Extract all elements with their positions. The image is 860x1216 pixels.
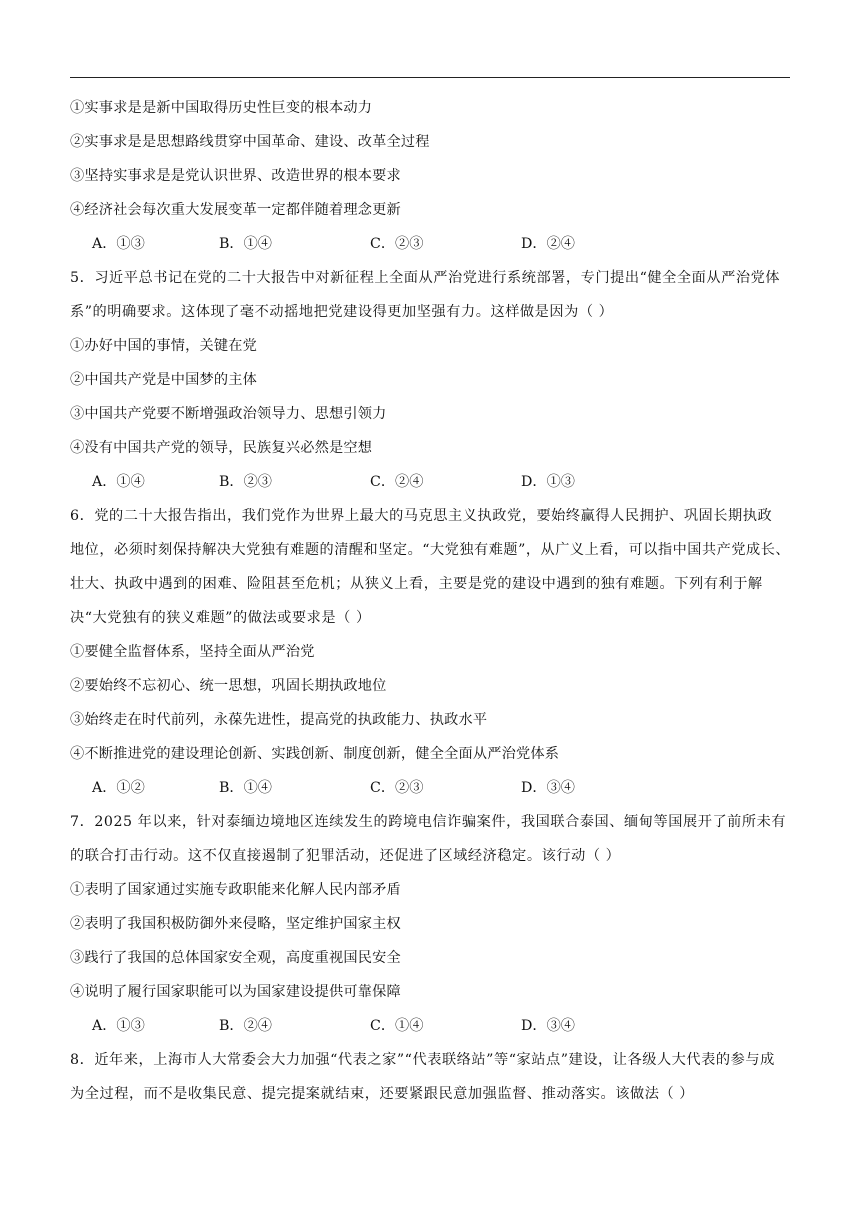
option-5-b[interactable]: B．②③: [219, 474, 272, 490]
question-7-stem-line-2: 的联合打击行动。这不仅直接遏制了犯罪活动，还促进了区域经济稳定。该行动（ ）: [70, 848, 621, 864]
option-7-a[interactable]: A．①③: [92, 1018, 145, 1034]
statement-4-1: ①实事求是是新中国取得历史性巨变的根本动力: [70, 100, 373, 116]
question-6-stem-line-3: 壮大、执政中遇到的困难、险阻甚至危机；从狭义上看，主要是党的建设中遇到的独有难题。下列有利于解: [70, 576, 763, 592]
statement-5-3: ③中国共产党要不断增强政治领导力、思想引领力: [70, 406, 387, 422]
question-5-stem-line-2: 系”的明确要求。这体现了毫不动摇地把党建设得更加坚强有力。这样做是因为（ ）: [70, 304, 614, 320]
question-6-stem-line-4: 决“大党独有的狭义难题”的做法或要求是（ ）: [70, 610, 371, 626]
option-7-d[interactable]: D．③④: [521, 1018, 575, 1034]
statement-4-2: ②实事求是是思想路线贯穿中国革命、建设、改革全过程: [70, 134, 430, 150]
statement-4-3: ③坚持实事求是是党认识世界、改造世界的根本要求: [70, 168, 401, 184]
option-5-a[interactable]: A．①④: [92, 474, 145, 490]
option-5-d[interactable]: D．①③: [521, 474, 575, 490]
option-7-b[interactable]: B．②④: [219, 1018, 272, 1034]
option-6-c[interactable]: C．②③: [370, 780, 424, 796]
option-4-c[interactable]: C．②③: [370, 236, 424, 252]
statement-5-2: ②中国共产党是中国梦的主体: [70, 372, 258, 388]
option-6-a[interactable]: A．①②: [92, 780, 145, 796]
option-4-d[interactable]: D．②④: [521, 236, 575, 252]
statement-7-4: ④说明了履行国家职能可以为国家建设提供可靠保障: [70, 984, 401, 1000]
statement-4-4: ④经济社会每次重大发展变革一定都伴随着理念更新: [70, 202, 401, 218]
statement-7-3: ③践行了我国的总体国家安全观，高度重视国民安全: [70, 950, 401, 966]
option-4-b[interactable]: B．①④: [219, 236, 272, 252]
question-6-stem-line-2: 地位，必须时刻保持解决大党独有难题的清醒和坚定。“大党独有难题”，从广义上看，可以指中国共产党成长、: [70, 542, 791, 558]
question-8-stem-line-2: 为全过程，而不是收集民意、提完提案就结束，还要紧跟民意加强监督、推动落实。该做法（ ）: [70, 1086, 695, 1102]
header-rule: [70, 77, 790, 78]
question-6-stem-line-1: 6．党的二十大报告指出，我们党作为世界上最大的马克思主义执政党，要始终赢得人民拥护、巩固长期执政: [70, 508, 773, 524]
option-5-c[interactable]: C．②④: [370, 474, 424, 490]
question-8-stem-line-1: 8．近年来，上海市人大常委会大力加强“代表之家”“代表联络站”等“家站点”建设，让各级人大代表的参与成: [70, 1052, 775, 1068]
statement-6-2: ②要始终不忘初心、统一思想，巩固长期执政地位: [70, 678, 387, 694]
statement-7-1: ①表明了国家通过实施专政职能来化解人民内部矛盾: [70, 882, 401, 898]
option-6-b[interactable]: B．①④: [219, 780, 272, 796]
statement-6-4: ④不断推进党的建设理论创新、实践创新、制度创新，健全全面从严治党体系: [70, 746, 560, 762]
statement-6-3: ③始终走在时代前列，永葆先进性，提高党的执政能力、执政水平: [70, 712, 488, 728]
option-6-d[interactable]: D．③④: [521, 780, 575, 796]
option-4-a[interactable]: A．①③: [92, 236, 145, 252]
statement-6-1: ①要健全监督体系，坚持全面从严治党: [70, 644, 315, 660]
statement-7-2: ②表明了我国积极防御外来侵略，坚定维护国家主权: [70, 916, 401, 932]
statement-5-1: ①办好中国的事情，关键在党: [70, 338, 258, 354]
question-7-stem-line-1: 7．2025 年以来，针对泰缅边境地区连续发生的跨境电信诈骗案件，我国联合泰国、缅甸等国展开了前所未有: [70, 814, 787, 830]
option-7-c[interactable]: C．①④: [370, 1018, 424, 1034]
question-5-stem-line-1: 5．习近平总书记在党的二十大报告中对新征程上全面从严治党进行系统部署，专门提出“健全全面从严治党体: [70, 270, 781, 286]
statement-5-4: ④没有中国共产党的领导，民族复兴必然是空想: [70, 440, 373, 456]
